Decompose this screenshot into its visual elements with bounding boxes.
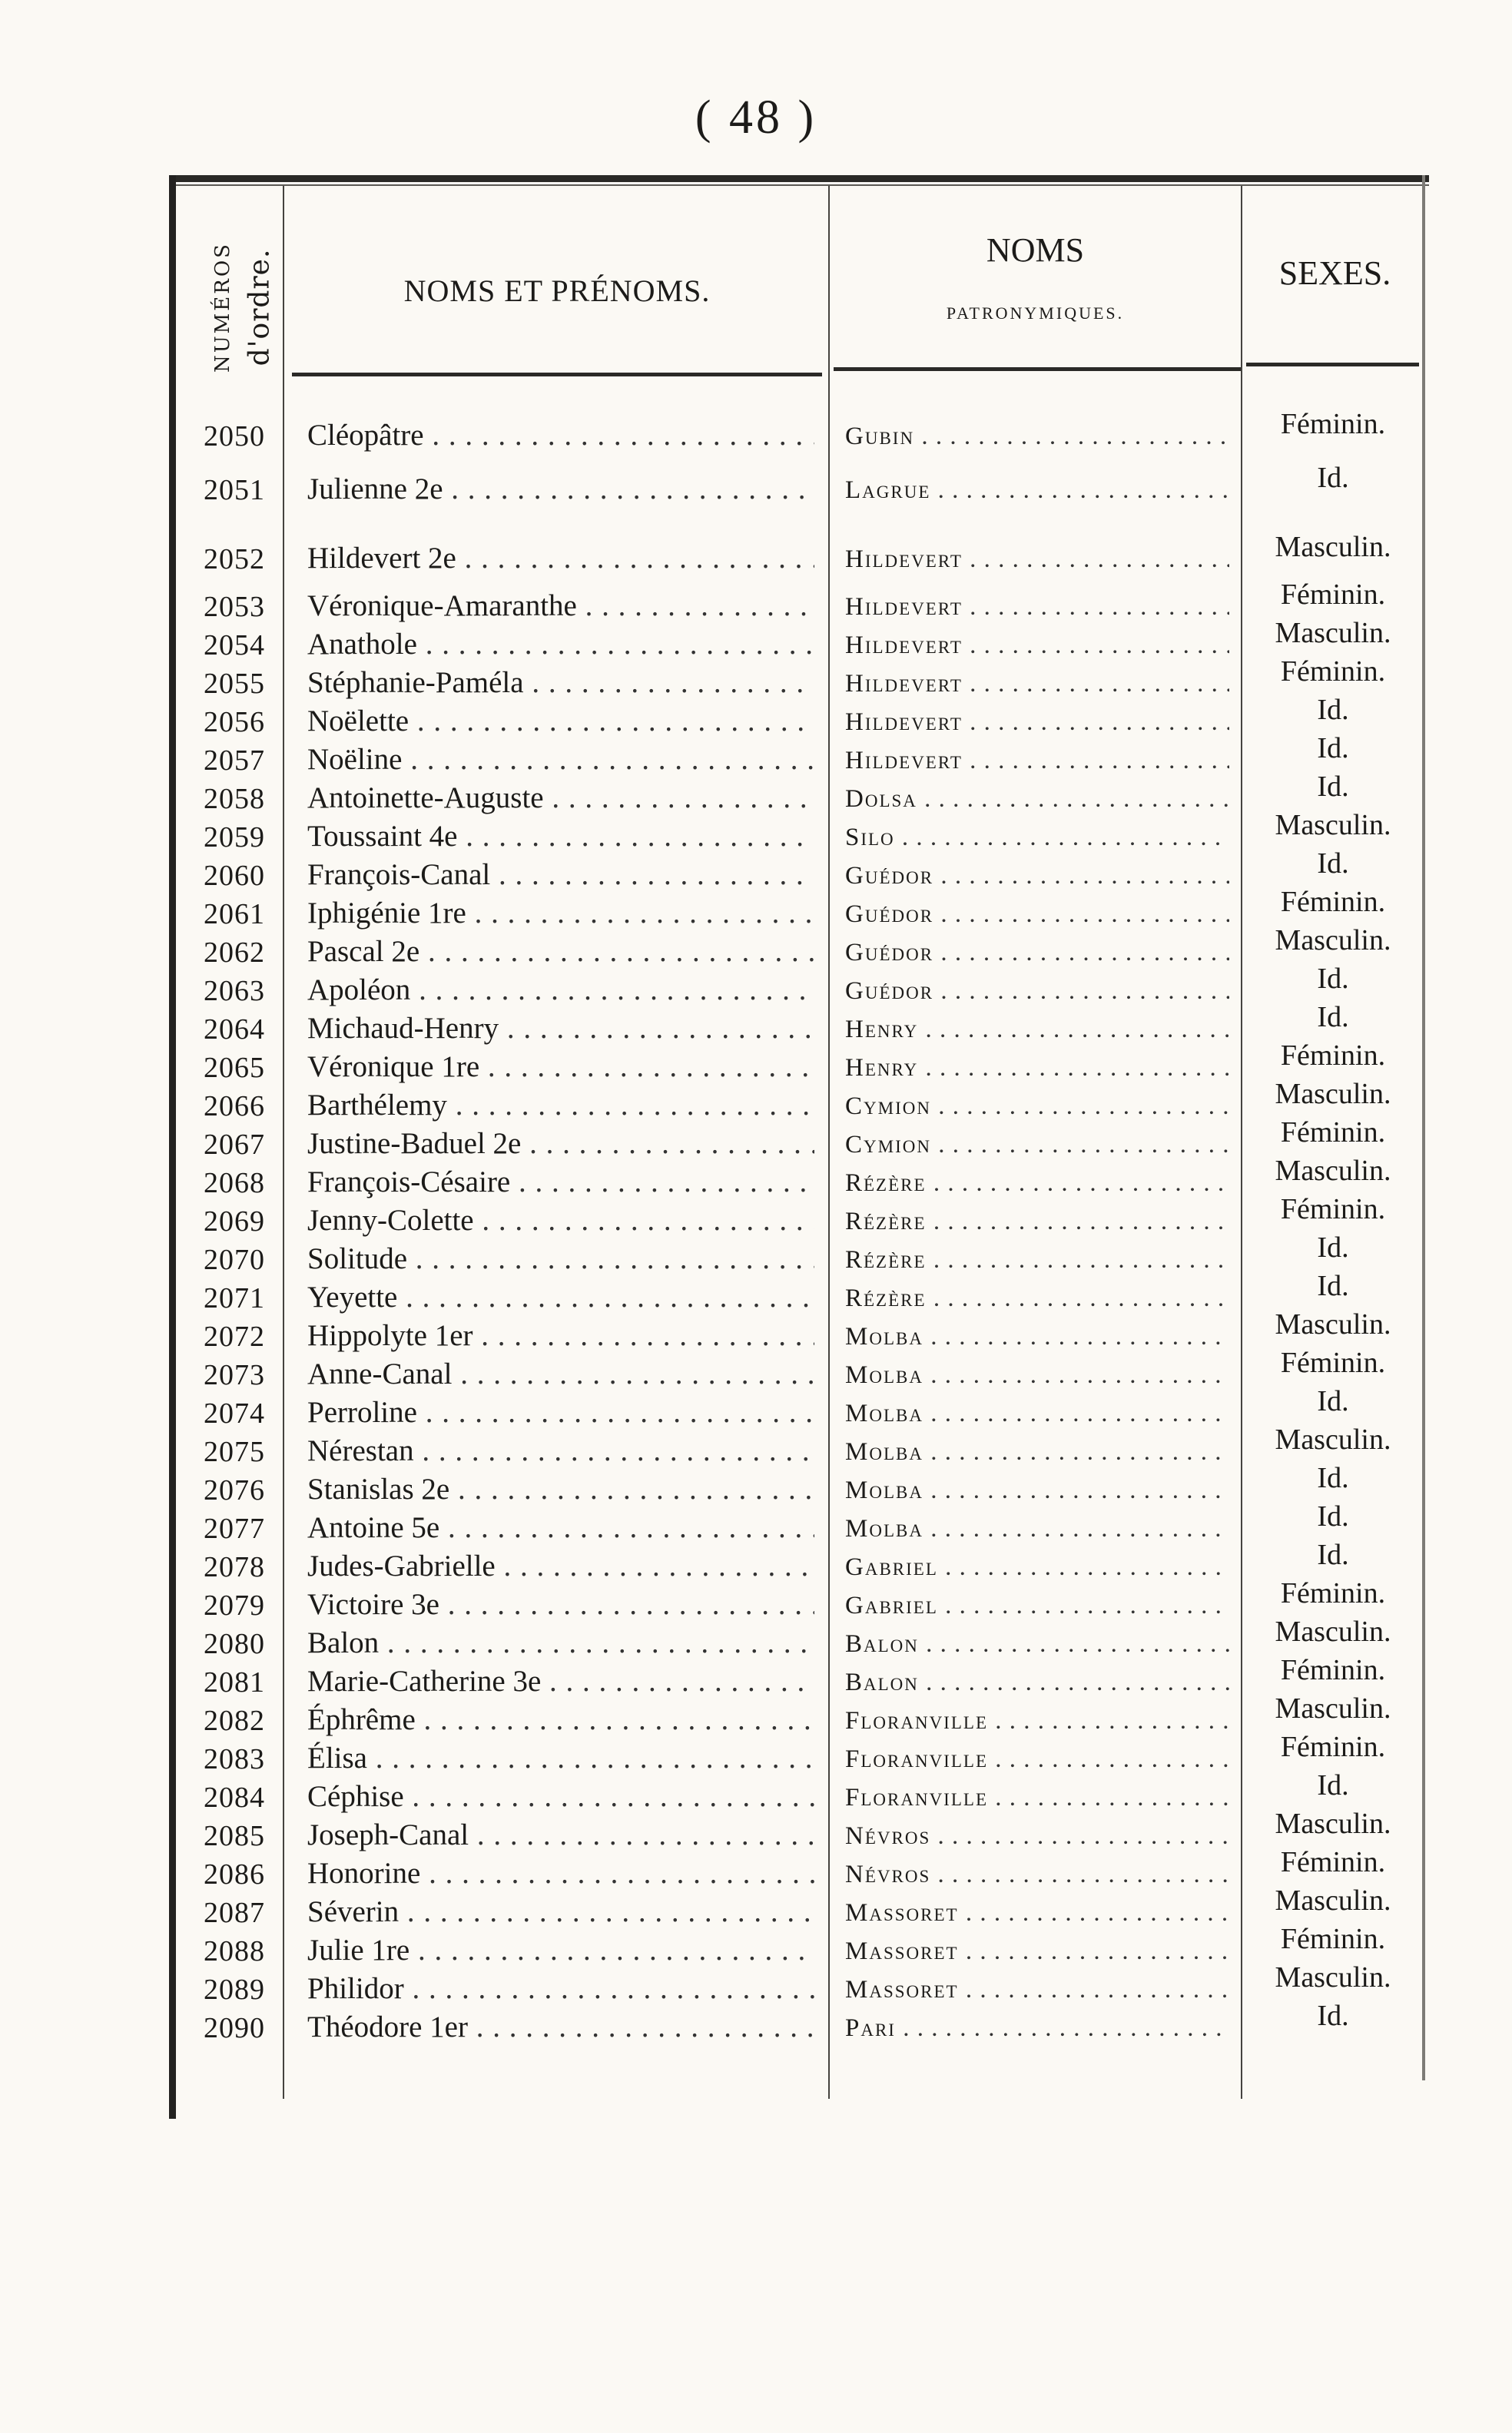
register-table — [169, 161, 1429, 2105]
patronymic-name: Floranville . . . — [845, 1707, 1229, 1735]
patronymic-name: Rézère . . . — [845, 1208, 1229, 1236]
patronymic-name: Cymion . . . — [845, 1092, 1229, 1121]
given-name: Antoine 5e . . . — [307, 1510, 814, 1545]
sex-value: Féminin. — [1280, 1116, 1386, 1149]
order-number: 2065 — [204, 1052, 265, 1084]
header-underline-sex — [1246, 363, 1419, 366]
given-name: Joseph-Canal . . . — [307, 1818, 814, 1852]
sex-value: Id. — [1317, 732, 1349, 764]
given-name: Julienne 2e . . . — [307, 472, 814, 506]
given-name: Cléopâtre . . . — [307, 418, 814, 452]
patronymic-name: Pari . . . — [845, 2014, 1229, 2043]
order-number: 2086 — [204, 1858, 265, 1891]
sex-value: Id. — [1317, 1462, 1349, 1494]
given-name: Stanislas 2e . . . — [307, 1472, 814, 1507]
header-underline-name — [292, 373, 822, 376]
table-row — [169, 1846, 1429, 1891]
order-number: 2083 — [204, 1743, 265, 1775]
order-number: 2089 — [204, 1974, 265, 2006]
patronymic-name: Guédor . . . — [845, 900, 1229, 929]
sex-value: Masculin. — [1275, 1808, 1391, 1840]
sex-value: Masculin. — [1275, 1692, 1391, 1725]
patronymic-name: Balon . . . — [845, 1630, 1229, 1659]
order-number: 2075 — [204, 1436, 265, 1468]
given-name: Nérestan . . . — [307, 1434, 814, 1468]
header-numeros — [192, 207, 284, 407]
sex-value: Masculin. — [1275, 1155, 1391, 1187]
table-row — [169, 1923, 1429, 1968]
table-row — [169, 809, 1429, 854]
table-row — [169, 847, 1429, 893]
sex-value: Masculin. — [1275, 924, 1391, 956]
sex-value: Masculin. — [1275, 1961, 1391, 1994]
sex-value: Féminin. — [1280, 1039, 1386, 1072]
patronymic-name: Massoret . . . — [845, 1976, 1229, 2004]
patronymic-name: Névros . . . — [845, 1822, 1229, 1851]
order-number: 2052 — [204, 543, 265, 575]
table-row — [169, 1385, 1429, 1430]
order-number: 2085 — [204, 1820, 265, 1852]
table-row — [169, 694, 1429, 739]
sex-value: Féminin. — [1280, 1731, 1386, 1763]
patronymic-name: Rézère . . . — [845, 1246, 1229, 1275]
given-name: Véronique 1re . . . — [307, 1049, 814, 1084]
patronymic-name: Floranville . . . — [845, 1784, 1229, 1812]
order-number: 2054 — [204, 629, 265, 661]
given-name: Véronique-Amaranthe . . . — [307, 588, 814, 623]
given-name: Noëlette . . . — [307, 704, 814, 738]
order-number: 2071 — [204, 1282, 265, 1314]
patronymic-name: Molba . . . — [845, 1438, 1229, 1467]
order-number: 2070 — [204, 1244, 265, 1276]
order-number: 2088 — [204, 1935, 265, 1967]
table-row — [169, 1462, 1429, 1507]
patronymic-name: Rézère . . . — [845, 1284, 1229, 1313]
given-name: Balon . . . — [307, 1626, 814, 1660]
patronymic-name: Molba . . . — [845, 1400, 1229, 1428]
sex-value: Id. — [1317, 771, 1349, 803]
patronymic-name: Gubin . . . — [845, 423, 1229, 451]
sex-value: Masculin. — [1275, 809, 1391, 841]
sex-value: Id. — [1317, 963, 1349, 995]
page-number: ( 48 ) — [695, 91, 817, 144]
table-row — [169, 1039, 1429, 1085]
table-row — [169, 771, 1429, 816]
given-name: Théodore 1er . . . — [307, 2010, 814, 2044]
sex-value: Id. — [1317, 1270, 1349, 1302]
table-row — [169, 1155, 1429, 1200]
order-number: 2069 — [204, 1205, 265, 1238]
order-number: 2058 — [204, 783, 265, 815]
table-row — [169, 1692, 1429, 1738]
patronymic-name: Guédor . . . — [845, 862, 1229, 890]
sex-value: Féminin. — [1280, 1654, 1386, 1686]
sex-value: Masculin. — [1275, 1308, 1391, 1341]
sex-value: Id. — [1317, 1001, 1349, 1033]
order-number: 2055 — [204, 668, 265, 700]
patronymic-name: Lagrue . . . — [845, 476, 1229, 505]
patronymic-name: Rézère . . . — [845, 1169, 1229, 1198]
order-number: 2056 — [204, 706, 265, 738]
order-number: 2063 — [204, 975, 265, 1007]
order-number: 2057 — [204, 744, 265, 777]
sex-value: Féminin. — [1280, 1923, 1386, 1955]
order-number: 2061 — [204, 898, 265, 930]
given-name: Victoire 3e . . . — [307, 1587, 814, 1622]
order-number: 2062 — [204, 936, 265, 969]
given-name: Céphise . . . — [307, 1779, 814, 1814]
given-name: Iphigénie 1re . . . — [307, 896, 814, 930]
sex-value: Masculin. — [1275, 617, 1391, 649]
order-number: 2087 — [204, 1897, 265, 1929]
given-name: Apoléon . . . — [307, 973, 814, 1007]
patronymic-name: Névros . . . — [845, 1861, 1229, 1889]
order-number: 2051 — [204, 474, 265, 506]
sex-value: Masculin. — [1275, 1078, 1391, 1110]
patronymic-name: Hildevert . . . — [845, 593, 1229, 622]
order-number: 2084 — [204, 1782, 265, 1814]
sex-value: Id. — [1317, 1385, 1349, 1417]
header-sexes: SEXES. — [1278, 254, 1391, 292]
given-name: Michaud-Henry . . . — [307, 1011, 814, 1046]
given-name: Séverin . . . — [307, 1894, 814, 1929]
patronymic-name: Massoret . . . — [845, 1899, 1229, 1928]
order-number: 2077 — [204, 1513, 265, 1545]
top-rule — [169, 175, 1429, 182]
table-row — [169, 1001, 1429, 1046]
patronymic-name: Balon . . . — [845, 1669, 1229, 1697]
sex-value: Féminin. — [1280, 1846, 1386, 1878]
patronymic-name: Dolsa . . . — [845, 785, 1229, 814]
sex-value: Id. — [1317, 1769, 1349, 1802]
header-noms-prenoms: NOMS ET PRÉNOMS. — [403, 273, 711, 308]
given-name: Stéphanie-Paméla . . . — [307, 665, 814, 700]
table-row — [169, 1308, 1429, 1354]
patronymic-name: Molba . . . — [845, 1515, 1229, 1543]
order-number: 2079 — [204, 1589, 265, 1622]
order-number: 2076 — [204, 1474, 265, 1507]
given-name: Élisa . . . — [307, 1741, 814, 1775]
table-row — [169, 2000, 1429, 2045]
patronymic-name: Floranville . . . — [845, 1745, 1229, 1774]
order-number: 2068 — [204, 1167, 265, 1199]
table-row — [169, 963, 1429, 1008]
given-name: Anne-Canal . . . — [307, 1357, 814, 1391]
table-row — [169, 408, 1429, 453]
table-row — [169, 886, 1429, 931]
patronymic-name: Massoret . . . — [845, 1937, 1229, 1966]
order-number: 2067 — [204, 1129, 265, 1161]
patronymic-name: Molba . . . — [845, 1361, 1229, 1390]
sex-value: Féminin. — [1280, 408, 1386, 440]
patronymic-name: Cymion . . . — [845, 1131, 1229, 1159]
table-row — [169, 1616, 1429, 1661]
table-row — [169, 1769, 1429, 1815]
table-row — [169, 655, 1429, 701]
table-row — [169, 1231, 1429, 1277]
patronymic-name: Hildevert . . . — [845, 708, 1229, 737]
given-name: Anathole . . . — [307, 627, 814, 661]
given-name: Solitude . . . — [307, 1241, 814, 1276]
sex-value: Id. — [1317, 1539, 1349, 1571]
given-name: Noëline . . . — [307, 742, 814, 777]
header-patronymiques: PATRONYMIQUES. — [946, 303, 1125, 323]
header-numeros-line1: NUMÉROS — [211, 242, 234, 373]
patronymic-name: Guédor . . . — [845, 977, 1229, 1006]
patronymic-name: Silo . . . — [845, 824, 1229, 852]
table-row — [169, 1654, 1429, 1699]
patronymic-name: Gabriel . . . — [845, 1592, 1229, 1620]
table-row — [169, 1270, 1429, 1315]
order-number: 2066 — [204, 1090, 265, 1122]
table-row — [169, 1078, 1429, 1123]
order-number: 2072 — [204, 1321, 265, 1353]
given-name: Jenny-Colette . . . — [307, 1203, 814, 1238]
header-numeros-line2: d'ordre. — [244, 248, 276, 366]
patronymic-name: Hildevert . . . — [845, 747, 1229, 775]
order-number: 2080 — [204, 1628, 265, 1660]
table-row — [169, 462, 1429, 507]
table-row — [169, 578, 1429, 624]
sex-value: Féminin. — [1280, 1577, 1386, 1609]
table-row — [169, 1884, 1429, 1930]
table-row — [169, 1961, 1429, 2007]
order-number: 2059 — [204, 821, 265, 854]
order-number: 2074 — [204, 1397, 265, 1430]
given-name: Perroline . . . — [307, 1395, 814, 1430]
given-name: François-Canal . . . — [307, 857, 814, 892]
table-row — [169, 1424, 1429, 1469]
sex-value: Id. — [1317, 694, 1349, 726]
table-row — [169, 531, 1429, 576]
given-name: Justine-Baduel 2e . . . — [307, 1126, 814, 1161]
given-name: Philidor . . . — [307, 1971, 814, 2006]
patronymic-name: Molba . . . — [845, 1477, 1229, 1505]
sex-value: Masculin. — [1275, 531, 1391, 563]
table-row — [169, 1347, 1429, 1392]
table-row — [169, 1193, 1429, 1238]
sex-value: Id. — [1317, 847, 1349, 880]
given-name: Hippolyte 1er . . . — [307, 1318, 814, 1353]
order-number: 2053 — [204, 591, 265, 623]
table-row — [169, 1539, 1429, 1584]
sex-value: Féminin. — [1280, 578, 1386, 611]
table-row — [169, 1808, 1429, 1853]
table-row — [169, 924, 1429, 970]
patronymic-name: Hildevert . . . — [845, 670, 1229, 698]
table-row — [169, 1500, 1429, 1546]
given-name: Hildevert 2e . . . — [307, 541, 814, 575]
patronymic-name: Guédor . . . — [845, 939, 1229, 967]
order-number: 2090 — [204, 2012, 265, 2044]
given-name: Honorine . . . — [307, 1856, 814, 1891]
sex-value: Féminin. — [1280, 1347, 1386, 1379]
order-number: 2078 — [204, 1551, 265, 1583]
top-rule-thin — [169, 184, 1429, 186]
order-number: 2082 — [204, 1705, 265, 1737]
sex-value: Féminin. — [1280, 1193, 1386, 1225]
given-name: Yeyette . . . — [307, 1280, 814, 1314]
sex-value: Masculin. — [1275, 1884, 1391, 1917]
given-name: Marie-Catherine 3e . . . — [307, 1664, 814, 1699]
patronymic-name: Molba . . . — [845, 1323, 1229, 1351]
table-row — [169, 1116, 1429, 1162]
given-name: François-Césaire . . . — [307, 1165, 814, 1199]
patronymic-name: Gabriel . . . — [845, 1553, 1229, 1582]
given-name: Barthélemy . . . — [307, 1088, 814, 1122]
patronymic-name: Hildevert . . . — [845, 545, 1229, 574]
sex-value: Id. — [1317, 462, 1349, 494]
table-row — [169, 732, 1429, 777]
header-underline-patronymic — [834, 367, 1241, 371]
order-number: 2060 — [204, 860, 265, 892]
order-number: 2050 — [204, 420, 265, 452]
sex-value: Masculin. — [1275, 1616, 1391, 1648]
table-row — [169, 1577, 1429, 1623]
sex-value: Id. — [1317, 1231, 1349, 1264]
table-row — [169, 1731, 1429, 1776]
patronymic-name: Henry . . . — [845, 1016, 1229, 1044]
sex-value: Id. — [1317, 2000, 1349, 2032]
sex-value: Féminin. — [1280, 655, 1386, 688]
order-number: 2081 — [204, 1666, 265, 1699]
given-name: Pascal 2e . . . — [307, 934, 814, 969]
order-number: 2064 — [204, 1013, 265, 1046]
patronymic-name: Henry . . . — [845, 1054, 1229, 1082]
header-noms: NOMS — [986, 231, 1085, 269]
table-row — [169, 617, 1429, 662]
sex-value: Masculin. — [1275, 1424, 1391, 1456]
sex-value: Féminin. — [1280, 886, 1386, 918]
given-name: Éphrême . . . — [307, 1702, 814, 1737]
given-name: Antoinette-Auguste . . . — [307, 781, 814, 815]
patronymic-name: Hildevert . . . — [845, 631, 1229, 660]
order-number: 2073 — [204, 1359, 265, 1391]
given-name: Judes-Gabrielle . . . — [307, 1549, 814, 1583]
given-name: Toussaint 4e . . . — [307, 819, 814, 854]
given-name: Julie 1re . . . — [307, 1933, 814, 1967]
sex-value: Id. — [1317, 1500, 1349, 1533]
